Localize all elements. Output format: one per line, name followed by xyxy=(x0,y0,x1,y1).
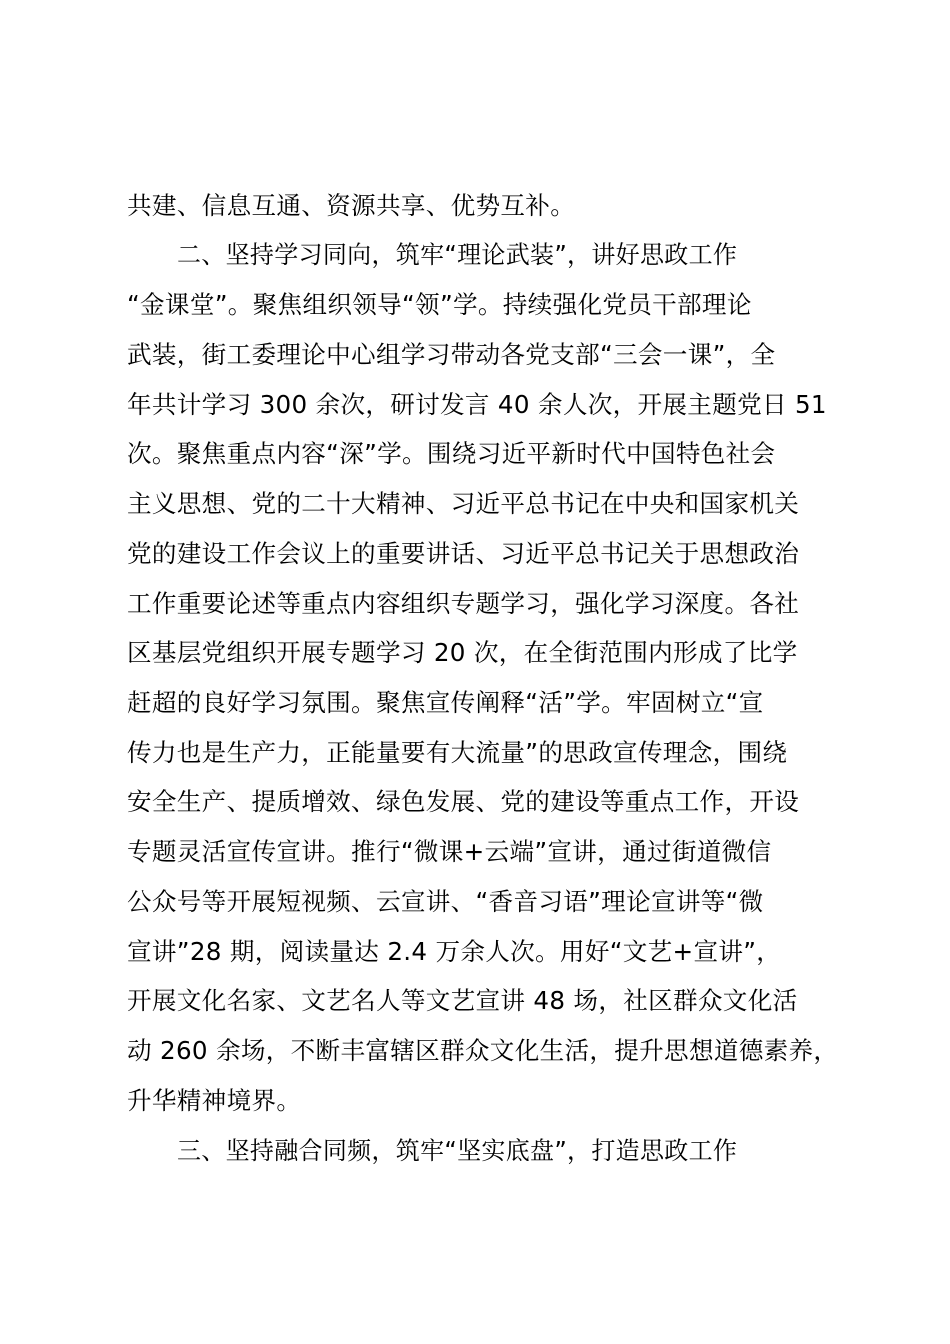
text-line: 次。聚焦重点内容“深”学。围绕习近平新时代中国特色社会 xyxy=(127,439,776,468)
text-line: “金课堂”。聚焦组织领导“领”学。持续强化党员干部理论 xyxy=(127,290,752,319)
text-line: 年共计学习 300 余次，研讨发言 40 余人次，开展主题党日 51 xyxy=(127,390,827,419)
section-heading-3: 三、坚持融合同频，筑牢“坚实底盘”，打造思政工作 xyxy=(177,1136,738,1165)
text-line: 区基层党组织开展专题学习 20 次，在全街范围内形成了比学 xyxy=(127,638,798,667)
text-line: 武装，街工委理论中心组学习带动各党支部“三会一课”，全 xyxy=(127,340,776,369)
text-line: 共建、信息互通、资源共享、优势互补。 xyxy=(127,191,576,220)
section-heading-2: 二、坚持学习同向，筑牢“理论武装”，讲好思政工作 xyxy=(177,240,738,269)
text-line: 专题灵活宣传宣讲。推行“微课+云端”宣讲，通过街道微信 xyxy=(127,837,772,866)
text-line: 升华精神境界。 xyxy=(127,1086,302,1115)
text-line: 动 260 余场，不断丰富辖区群众文化生活，提升思想道德素养， xyxy=(127,1036,839,1065)
text-line: 开展文化名家、文艺名人等文艺宣讲 48 场，社区群众文化活 xyxy=(127,986,798,1015)
text-line: 宣讲”28 期，阅读量达 2.4 万余人次。用好“文艺+宣讲”， xyxy=(127,937,782,966)
text-line: 公众号等开展短视频、云宣讲、“香音习语”理论宣讲等“微 xyxy=(127,887,764,916)
text-line: 党的建设工作会议上的重要讲话、习近平总书记关于思想政治 xyxy=(127,539,800,568)
text-line: 传力也是生产力，正能量要有大流量”的思政宣传理念，围绕 xyxy=(127,738,788,767)
text-line: 安全生产、提质增效、绿色发展、党的建设等重点工作，开设 xyxy=(127,787,800,816)
text-line: 赶超的良好学习氛围。聚焦宣传阐释“活”学。牢固树立“宣 xyxy=(127,688,764,717)
text-line: 工作重要论述等重点内容组织专题学习，强化学习深度。各社 xyxy=(127,589,800,618)
text-line: 主义思想、党的二十大精神、习近平总书记在中央和国家机关 xyxy=(127,489,800,518)
